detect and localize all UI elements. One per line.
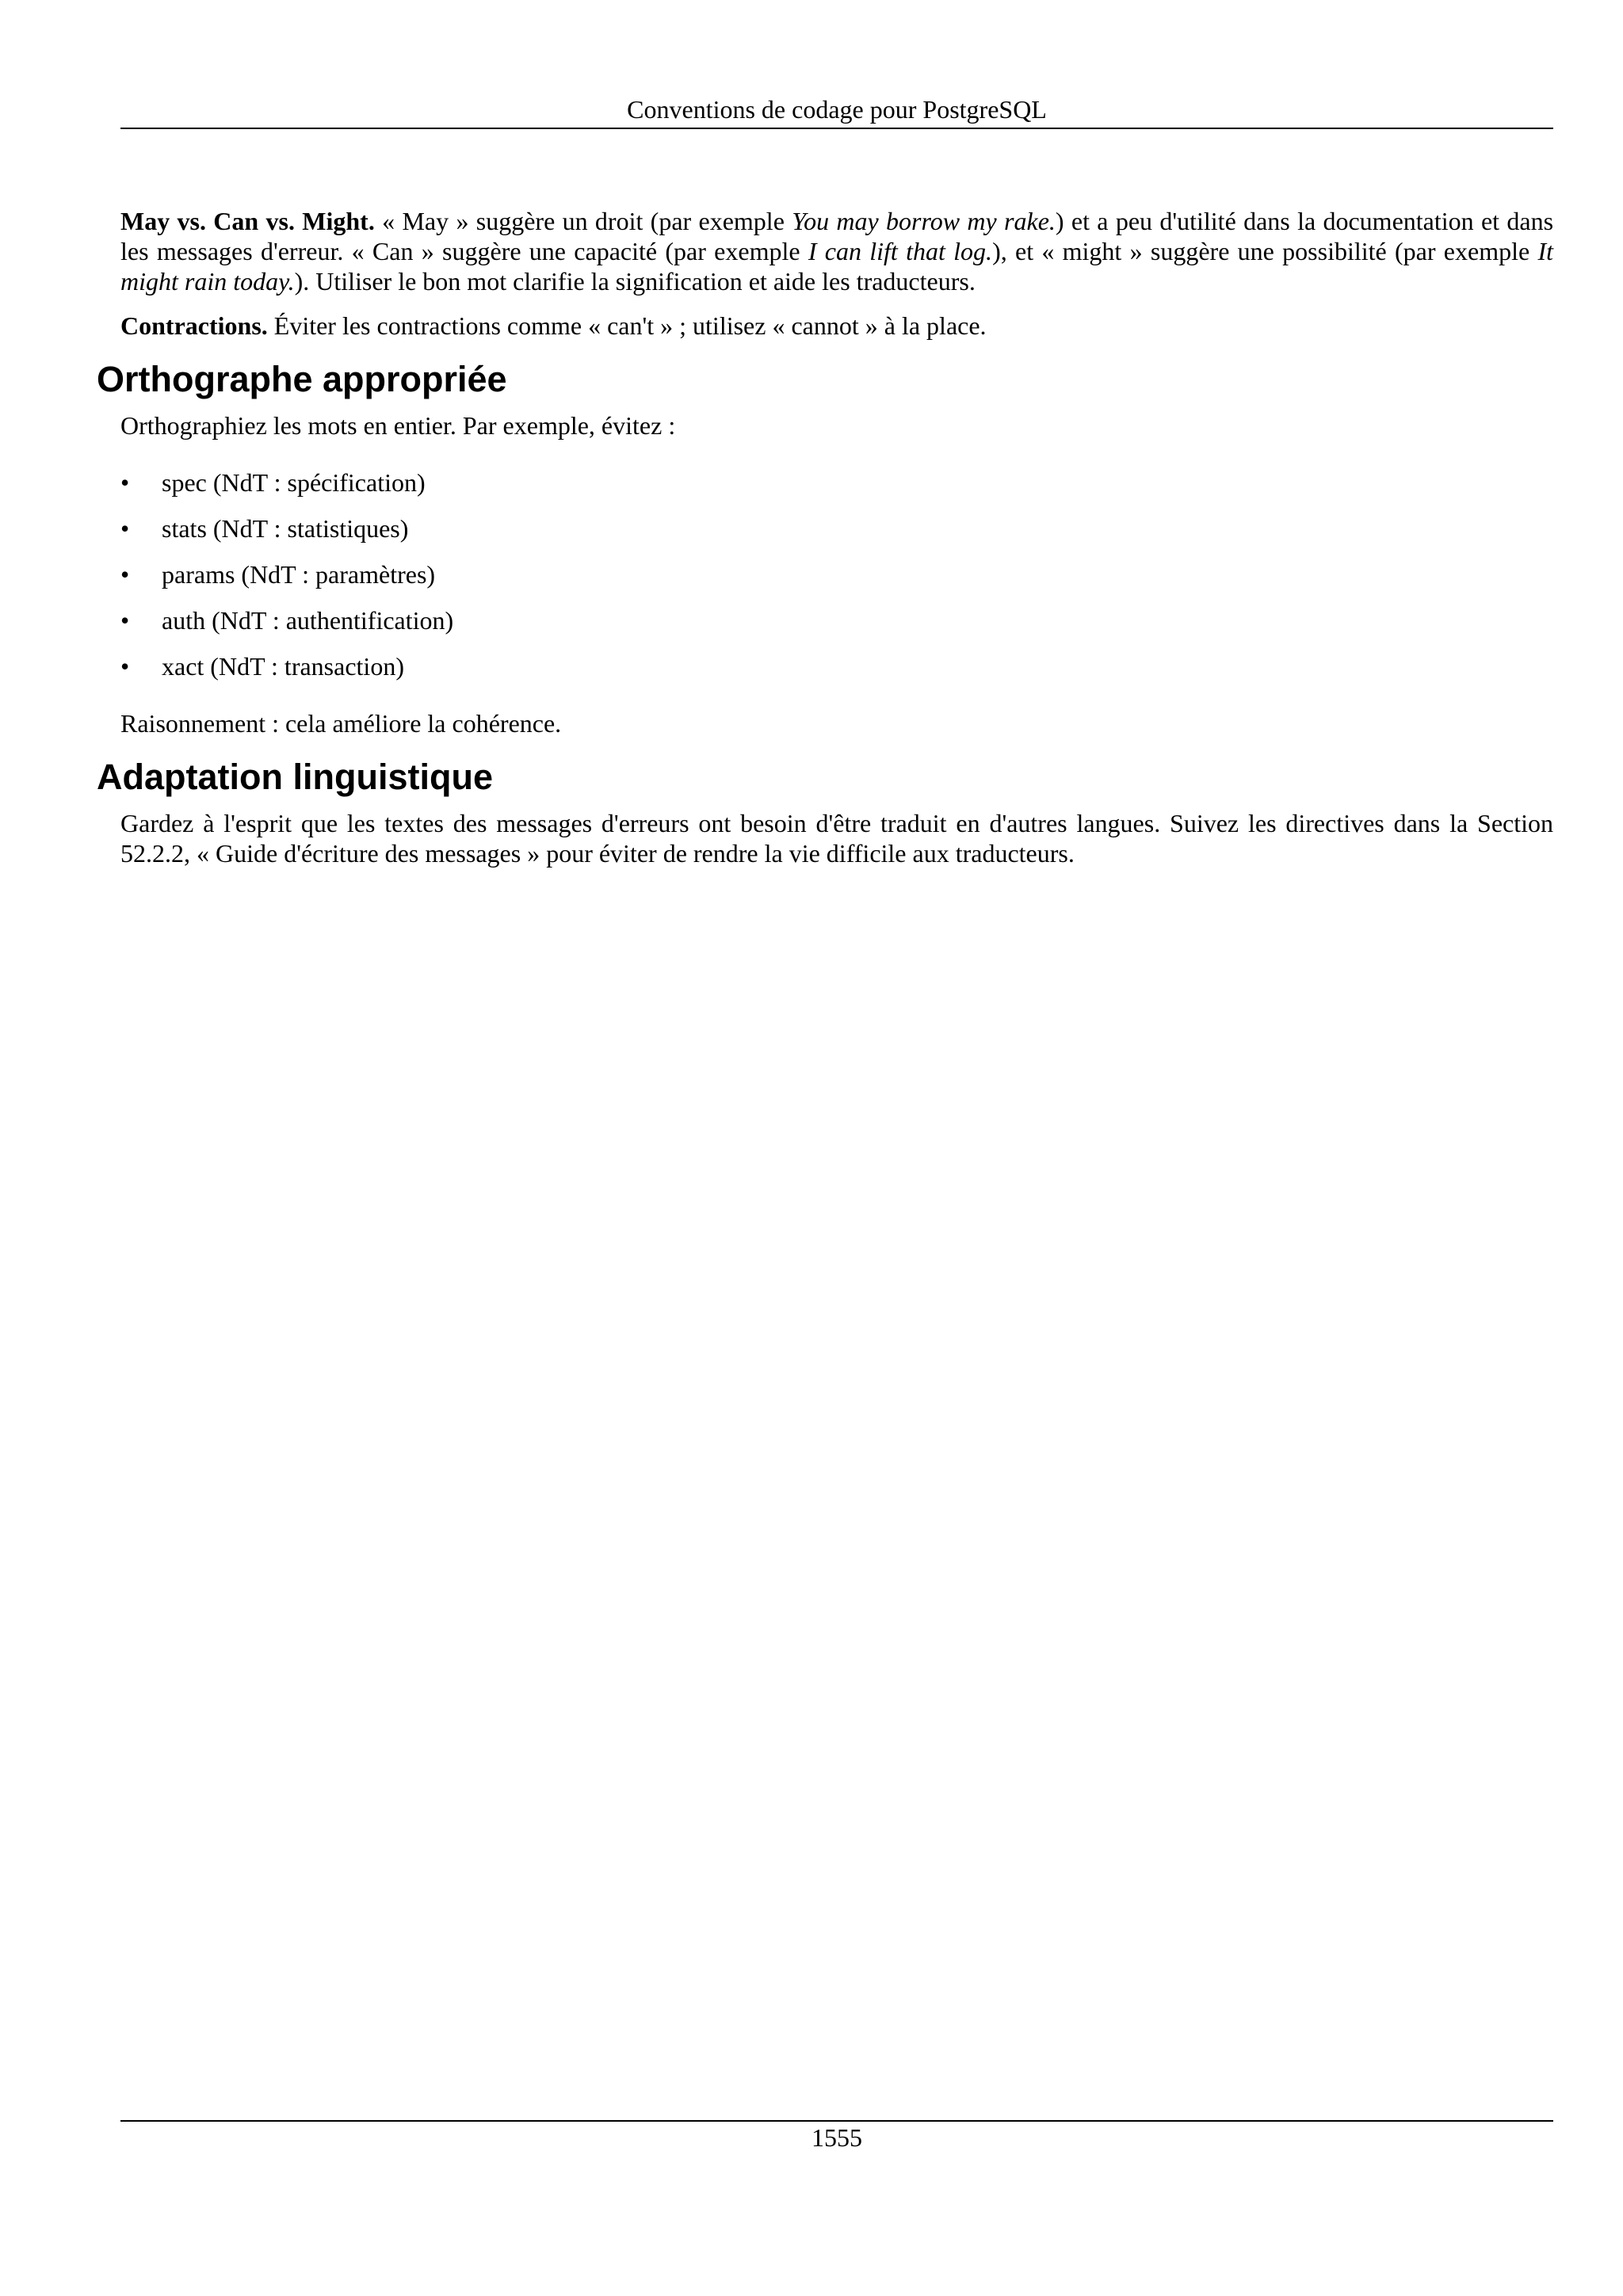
example-emphasis: You may borrow my rake. xyxy=(792,207,1056,235)
list-item xyxy=(120,513,1553,543)
list-item xyxy=(120,559,1553,589)
para-text: ). Utiliser le bon mot clarifie la signification et aide les traducteurs. xyxy=(294,267,976,296)
spelling-rationale: Raisonnement : cela améliore la cohérence. xyxy=(120,709,562,738)
para-text: ), et « might » suggère une possibilité (par exemple xyxy=(992,237,1538,265)
list-item-text: auth (NdT : authentification) xyxy=(162,606,454,635)
list-item xyxy=(120,467,1553,498)
section-title-spelling: Orthographe appropriée xyxy=(97,359,507,399)
para-text: « May » suggère un droit (par exemple xyxy=(374,207,792,235)
para-label-may-can-might: May vs. Can vs. Might. xyxy=(120,207,375,235)
bullet-mark: • xyxy=(120,560,130,589)
section-title-localization: Adaptation linguistique xyxy=(97,757,493,797)
list-item xyxy=(120,651,1553,681)
example-emphasis: I can lift that log. xyxy=(808,237,993,265)
para-label-contractions: Contractions. xyxy=(120,311,268,340)
header-rule xyxy=(120,128,1553,129)
page-content xyxy=(97,206,1554,883)
bullet-mark: • xyxy=(120,468,130,497)
abbreviation-list xyxy=(120,467,1553,681)
spelling-intro: Orthographiez les mots en entier. Par exemple, évitez : xyxy=(120,411,676,440)
running-header: Conventions de codage pour PostgreSQL xyxy=(627,95,1047,124)
para-may-can-might xyxy=(120,206,1553,296)
list-item-text: params (NdT : paramètres) xyxy=(162,560,436,589)
example-emphasis: It might rain today. xyxy=(120,237,1554,296)
bullet-mark: • xyxy=(120,652,130,681)
bullet-mark: • xyxy=(120,606,130,635)
page-number: 1555 xyxy=(812,2123,862,2152)
para-text: Éviter les contractions comme « can't » ; utilisez « cannot » à la place. xyxy=(267,311,987,340)
list-item-text: xact (NdT : transaction) xyxy=(162,652,404,681)
bullet-mark: • xyxy=(120,514,130,543)
list-item-text: stats (NdT : statistiques) xyxy=(162,514,409,543)
localization-text: Gardez à l'esprit que les textes des messages d'erreurs ont besoin d'être traduit en d'autres langues. Suivez les directives dans la Section 52.2.2, « Guide d'écriture des messages » pour éviter de rendre la vie difficile aux traducteurs. xyxy=(120,809,1553,868)
list-item-text: spec (NdT : spécification) xyxy=(162,468,426,497)
para-contractions xyxy=(120,311,1553,341)
list-item xyxy=(120,605,1553,635)
para-text: ) et a peu d'utilité dans la documentation et dans les messages d'erreur. « Can » suggère une capacité (par exemple xyxy=(120,207,1554,265)
